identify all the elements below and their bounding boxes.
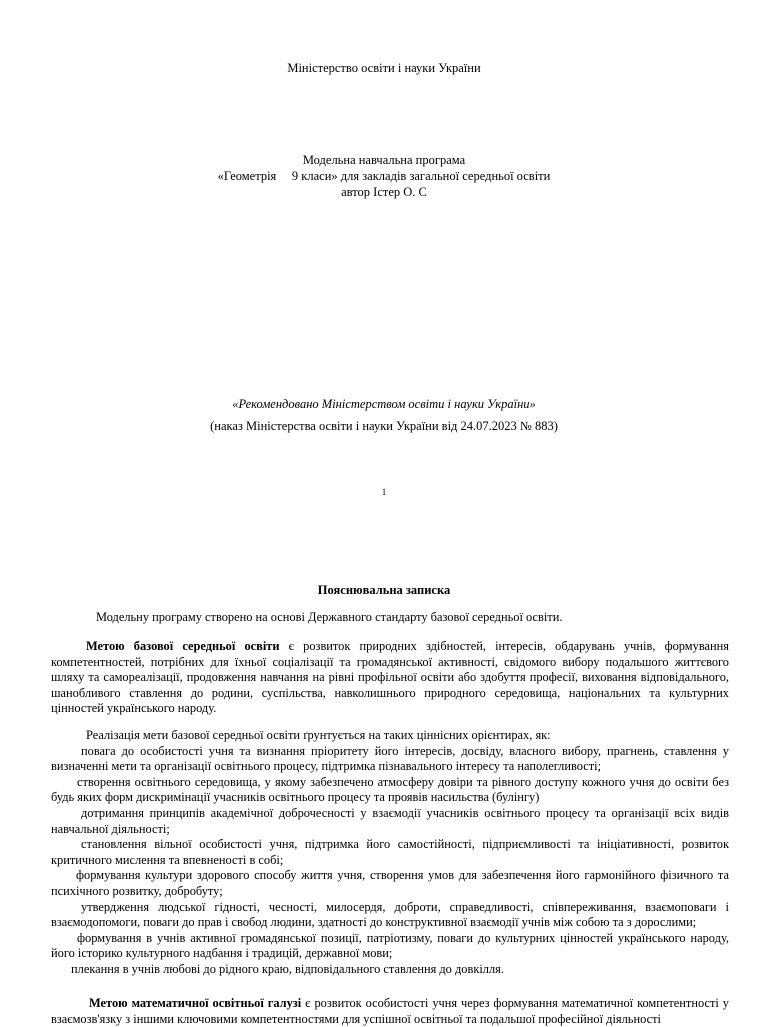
list-item: формування в учнів активної громадянської позиції, патріотизму, поваги до культурних цінностей українського народу, його історико культурного надбання і традицій, державної мови; bbox=[51, 930, 729, 961]
list-item: становлення вільної особистості учня, підтримка його самостійності, підприємливості та ініціативності, розвиток критичного мислення та впевненості в собі; bbox=[51, 837, 729, 867]
goal-body: є розвиток природних здібностей, інтересів, обдарувань учнів, формування компетентностей, потрібних для їхньої соціалізації та громадянської активності, свідомого вибору подальшого життєвого шляху та самореалізації, продовження навчання на рівні профільної освіти або здобуття професії, виховання відповідального, шанобливого ставлення до родини, суспільства, навколишнього природного середовища, національних та культурних цінностей українського народу. bbox=[51, 639, 729, 716]
list-item: дотримання принципів академічної доброчесності у взаємодії учасників освітнього процесу та організації всіх видів навчальної діяльності; bbox=[51, 805, 729, 836]
math-goal-paragraph bbox=[51, 996, 729, 1027]
values-intro: Реалізація мети базової середньої освіти ґрунтується на таких ціннісних орієнтирах, як: bbox=[86, 728, 551, 742]
page-number: 1 bbox=[381, 487, 387, 497]
math-goal-body: є розвиток особистості учня через формування математичної компетентності у взаємозв'язку з іншими ключовими компетентностями для успішної освітньої та подальшої професійної діяльності bbox=[51, 996, 729, 1026]
section-heading: Пояснювальна записка bbox=[317, 583, 451, 597]
program-author: автор Істер О. С bbox=[341, 185, 427, 199]
ministry-name: Міністерство освіти і науки України bbox=[287, 61, 481, 75]
intro-paragraph bbox=[51, 610, 729, 626]
list-item: формування культури здорового способу життя учня, створення умов для забезпечення його гармонійного фізичного та психічного розвитку, добробуту; bbox=[51, 868, 729, 898]
program-title-block bbox=[0, 152, 768, 200]
goal-paragraph bbox=[51, 639, 729, 717]
math-goal-bold: Метою математичної освітньої галузі bbox=[89, 996, 302, 1010]
math-goal-text bbox=[51, 996, 729, 1027]
goal-text bbox=[51, 639, 729, 717]
order-reference: (наказ Міністерства освіти і науки України від 24.07.2023 № 883) bbox=[210, 419, 558, 433]
goal-bold: Метою базової середньої освіти bbox=[86, 639, 280, 653]
list-item: плекання в учнів любові до рідного краю, відповідального ставлення до довкілля. bbox=[71, 961, 504, 976]
values-list bbox=[51, 728, 729, 978]
recommended-stamp: «Рекомендовано Міністерством освіти і науки України» bbox=[232, 397, 536, 411]
list-item: повага до особистості учня та визнання пріоритету його інтересів, досвіду, власного вибору, прагнень, ставлення у визначенні мети та організації освітнього процесу, підтримка пізнавального інтересу та наполегливості; bbox=[51, 743, 729, 774]
list-item: утвердження людської гідності, чесності, милосердя, доброти, справедливості, співпереживання, взаємоповаги і взаємодопомоги, поваги до прав і свобод людини, здатності до конструктивної взаємодії учнів між собою та з дорослими; bbox=[51, 899, 729, 930]
program-subject: «Геометрія 9 класи» для закладів загальної середньої освіти bbox=[217, 169, 551, 183]
intro-text: Модельну програму створено на основі Державного стандарту базової середньої освіти. bbox=[96, 610, 563, 624]
program-title: Модельна навчальна програма bbox=[302, 153, 466, 167]
list-item: створення освітнього середовища, у якому забезпечено атмосферу довіри та рівного доступу кожного учня до освіти без будь яких форм дискримінації учасників освітнього процесу та проявів насильства (булінгу) bbox=[51, 774, 729, 805]
